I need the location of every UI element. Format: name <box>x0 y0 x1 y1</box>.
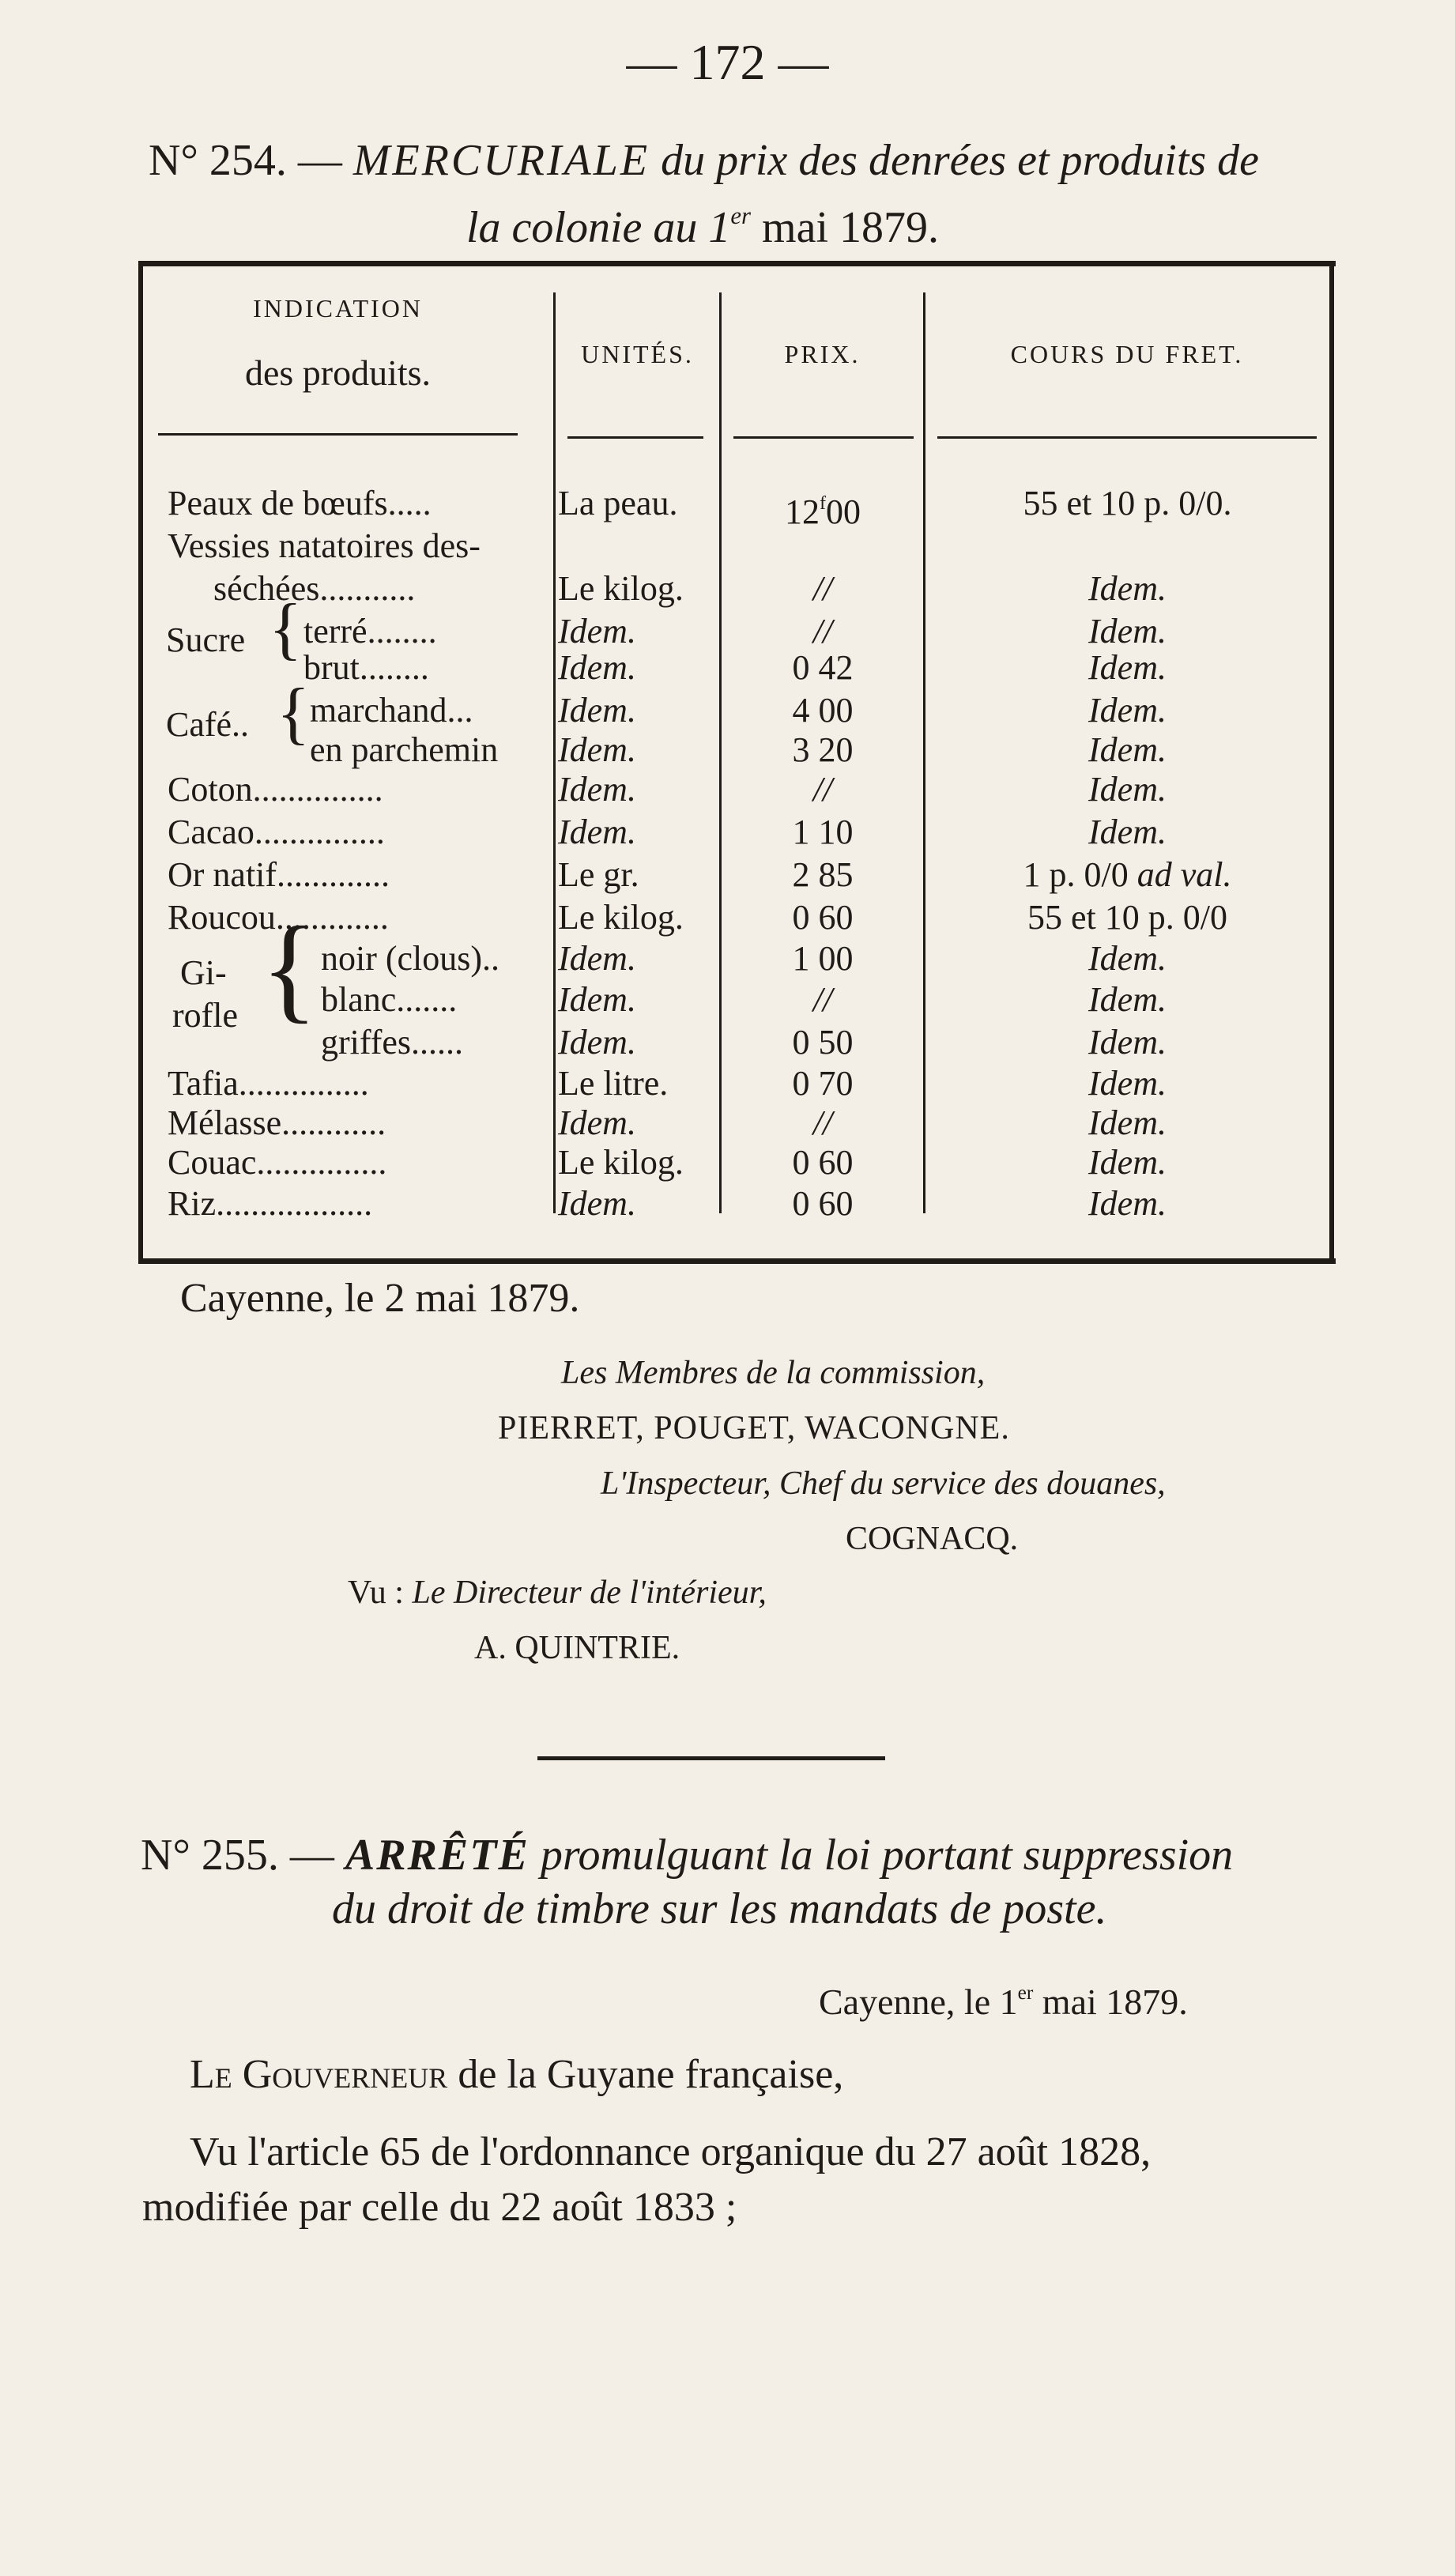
row-unit: Idem. <box>558 612 636 651</box>
page-number: — 172 — <box>626 34 829 90</box>
doc255-title-line2: du droit de timbre sur les mandats de poste. <box>332 1884 1107 1933</box>
doc254-number: N° 254. — <box>149 136 342 185</box>
row-price: 12$^f$00 <box>784 492 861 532</box>
row-product: Roucou............. <box>168 898 389 937</box>
row-fret: Idem. <box>1088 1103 1167 1142</box>
row-price: 0 70 <box>792 1064 854 1103</box>
governor-title: Le Gouverneur <box>190 2052 448 2097</box>
header-indication-sub: des produits. <box>244 353 432 393</box>
section-separator <box>537 1756 885 1760</box>
row-product: griffes...... <box>321 1023 464 1062</box>
row-unit: Le kilog. <box>558 898 684 937</box>
row-fret: Idem. <box>1088 1023 1167 1062</box>
row-price: // <box>812 1103 833 1142</box>
row-product: brut........ <box>303 648 429 687</box>
row-price: 0 60 <box>792 1184 854 1223</box>
row-unit: Idem. <box>558 770 636 809</box>
row-unit: Idem. <box>558 980 636 1019</box>
row-product: Mélasse............ <box>168 1103 386 1142</box>
row-fret: Idem. <box>1088 1143 1167 1182</box>
row-price: 2 85 <box>792 855 854 894</box>
row-unit: Idem. <box>558 730 636 769</box>
row-unit: Idem. <box>558 939 636 978</box>
row-unit: Idem. <box>558 1103 636 1142</box>
row-fret: 1 p. 0/0 ad val. <box>1023 855 1232 894</box>
group-label-girofle-2: rofle <box>172 996 239 1035</box>
vu-name: A. QUINTRIE. <box>474 1630 680 1666</box>
group-label-girofle-1: Gi- <box>180 953 227 992</box>
row-fret: Idem. <box>1088 569 1167 608</box>
row-product: noir (clous).. <box>321 939 500 978</box>
paragraph-line1: Vu l'article 65 de l'ordonnance organique du 27 août 1828, <box>190 2129 1152 2174</box>
paragraph-line2: modifiée par celle du 22 août 1833 ; <box>142 2185 737 2230</box>
header-fret: COURS DU FRET. <box>1010 340 1244 368</box>
row-product: Tafia............... <box>168 1064 369 1103</box>
row-product: blanc....... <box>321 980 458 1019</box>
row-unit: Idem. <box>558 691 636 730</box>
doc255-date <box>819 1968 1188 2027</box>
row-product: marchand... <box>310 691 473 730</box>
row-product: Riz.................. <box>168 1184 373 1223</box>
row-unit: La peau. <box>558 484 678 522</box>
row-price: 0 50 <box>792 1023 854 1062</box>
doc255-number: N° 255. — <box>141 1831 334 1880</box>
place-date-254: Cayenne, le 2 mai 1879. <box>180 1276 580 1321</box>
header-underline-2 <box>567 436 703 439</box>
row-product: terré........ <box>303 612 437 651</box>
row-fret: Idem. <box>1088 648 1167 687</box>
doc255-date-sup: er <box>1017 1982 1034 2004</box>
table-top-rule <box>138 261 1336 266</box>
brace-sucre: { <box>269 590 303 667</box>
members-names: PIERRET, POUGET, WACONGNE. <box>498 1410 1010 1446</box>
doc254-title-line1: du prix des denrées et produits de <box>661 136 1260 185</box>
row-fret: Idem. <box>1088 1184 1167 1223</box>
row-fret: Idem. <box>1088 730 1167 769</box>
row-price: 4 00 <box>792 691 854 730</box>
row-product: Or natif............. <box>168 855 390 894</box>
header-indication: INDICATION <box>253 294 423 322</box>
brace-girofle: { <box>261 903 318 1034</box>
row-unit: Le gr. <box>558 855 639 894</box>
row-price: 3 20 <box>792 730 854 769</box>
col-divider-3 <box>923 292 925 1213</box>
row-price: // <box>812 770 833 809</box>
row-unit: Idem. <box>558 1023 636 1062</box>
row-fret: Idem. <box>1088 1064 1167 1103</box>
row-product: Couac............... <box>168 1143 387 1182</box>
vu-line <box>348 1568 767 1617</box>
doc255-date-post: mai 1879. <box>1042 1981 1188 2022</box>
row-product: séchées........... <box>213 569 416 608</box>
inspector-name: COGNACQ. <box>846 1521 1019 1557</box>
doc255-title-caps: ARRÊTÉ <box>345 1831 530 1880</box>
doc254-title-line2-sup: er <box>730 202 752 229</box>
table-bottom-rule <box>138 1258 1336 1264</box>
row-product: Cacao............... <box>168 813 385 851</box>
doc255-date-pre: Cayenne, le 1 <box>819 1981 1018 2022</box>
group-label-sucre: Sucre <box>166 620 246 659</box>
row-product: Peaux de bœufs..... <box>168 484 432 522</box>
doc254-title-caps: MERCURIALE <box>352 136 650 185</box>
governor-rest: de la Guyane française, <box>458 2052 844 2097</box>
row-fret: Idem. <box>1088 980 1167 1019</box>
row-unit: Le kilog. <box>558 569 684 608</box>
vu-label: Vu : <box>348 1575 404 1611</box>
brace-cafe: { <box>277 675 311 752</box>
header-underline-3 <box>733 436 914 439</box>
row-unit: Idem. <box>558 648 636 687</box>
row-unit: Le kilog. <box>558 1143 684 1182</box>
row-fret: Idem. <box>1088 691 1167 730</box>
row-price: 1 00 <box>792 939 854 978</box>
governor-line <box>190 2050 843 2099</box>
row-product: en parchemin <box>310 730 499 769</box>
doc254-title-line2-pre: la colonie au 1 <box>466 203 731 253</box>
header-underline-4 <box>937 436 1317 439</box>
row-price: // <box>812 569 833 608</box>
row-price: 0 60 <box>792 1143 854 1182</box>
row-price: // <box>812 612 833 651</box>
doc254-title-line2-post: mai 1879. <box>762 203 940 253</box>
row-unit: Idem. <box>558 813 636 851</box>
row-fret: Idem. <box>1088 770 1167 809</box>
col-divider-2 <box>719 292 722 1213</box>
row-fret: Idem. <box>1088 813 1167 851</box>
row-price: 1 10 <box>792 813 854 851</box>
header-prix: PRIX. <box>784 340 861 368</box>
group-label-cafe: Café.. <box>166 705 250 744</box>
doc255-heading <box>141 1827 1342 1883</box>
row-price: 0 60 <box>792 898 854 937</box>
row-fret: Idem. <box>1088 612 1167 651</box>
inspector-label: L'Inspecteur, Chef du service des douanes, <box>601 1465 1166 1502</box>
table-right-border <box>1329 264 1334 1263</box>
header-unites: UNITÉS. <box>581 340 694 368</box>
members-label: Les Membres de la commission, <box>561 1355 986 1391</box>
row-fret: 55 et 10 p. 0/0. <box>1023 484 1232 522</box>
row-fret: Idem. <box>1088 939 1167 978</box>
row-fret: 55 et 10 p. 0/0 <box>1027 898 1227 937</box>
col-divider-1 <box>553 292 556 1213</box>
row-price: 0 42 <box>792 648 854 687</box>
vu-title: Le Directeur de l'intérieur, <box>412 1575 767 1611</box>
header-underline-1 <box>158 433 518 436</box>
row-product: Vessies natatoires des- <box>168 526 481 565</box>
row-unit: Idem. <box>558 1184 636 1223</box>
doc255-title-line1: promulguant la loi portant suppression <box>540 1831 1234 1880</box>
table-left-border <box>138 264 143 1263</box>
row-product: Coton............... <box>168 770 383 809</box>
row-price: // <box>812 980 833 1019</box>
row-unit: Le litre. <box>558 1064 669 1103</box>
